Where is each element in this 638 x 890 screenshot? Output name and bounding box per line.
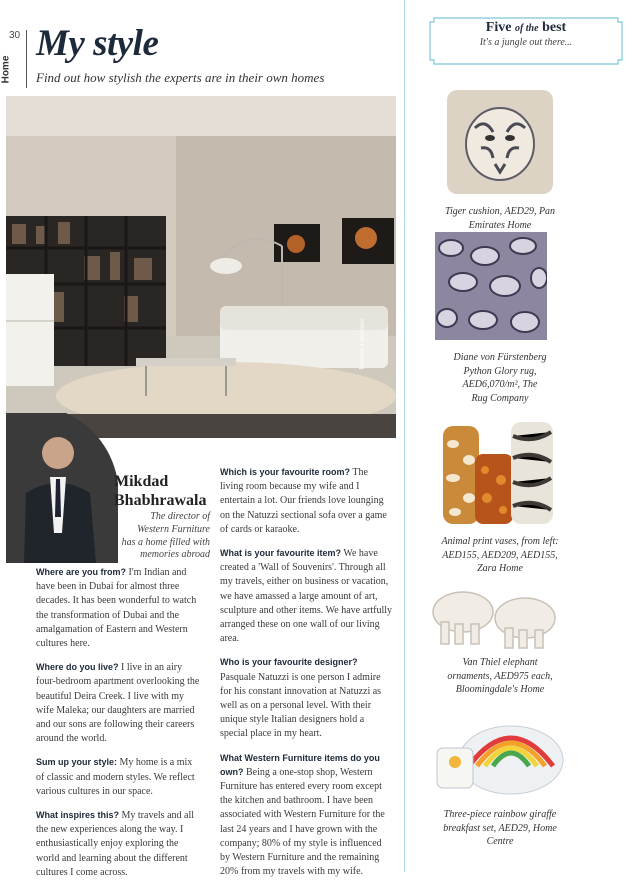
caption-tiger-cushion: Tiger cushion, AED29, Pan Emirates Home: [444, 206, 556, 231]
five-best-subtitle: It's a jungle out there...: [479, 37, 573, 48]
caption-python-rug: Diane von Fürstenberg Python Glory rug, AED6,070/m², The Rug Company: [453, 352, 547, 404]
profile-role: The director of Western Furniture has a home filled with memories abroad: [121, 511, 210, 561]
qa-item: What Western Furniture items do you own? Being a one-stop shop, Western Furniture has entered every room except the kitchen and bathroom. I have been associated with Western Furniture for the last 24 years and I have grown with the company; 80% of my style is influenced by Western Furniture and the remaining 20% from my travels with my wife.: [220, 752, 385, 878]
photo-credit: Western Furniture: [358, 318, 366, 370]
tiger-cushion-image: [445, 88, 555, 196]
qa-item: Sum up your style: My home is a mix of classic and modern styles. We reflect various cultures in our space.: [36, 757, 195, 797]
article-column-right: [220, 466, 392, 889]
qa-item: What is your favourite item? We have created a 'Wall of Souvenirs'. Through all my travels, either on business or vacation, we have amassed a large amount of art, sculpture and other items. We have artfully arranged these on one wall of our living area.: [220, 548, 393, 645]
header-divider: [26, 30, 27, 88]
caption-breakfast-set: Three-piece rainbow giraffe breakfast set, AED29, Home Centre: [443, 809, 557, 847]
profile-name: Mikdad Bhabhrawala: [114, 473, 207, 509]
five-best-title: Five of the best: [485, 20, 567, 35]
caption-animal-vases: Animal print vases, from left: AED155, AED209, AED155, Zara Home: [441, 536, 559, 574]
article-column-left: [36, 566, 200, 890]
animal-vases-image: [439, 420, 557, 528]
qa-item: Which is your favourite room? The living room because my wife and I entertain a lot. Our friends love lounging on the Natuzzi sectional sofa over a game of cards or karaoke.: [220, 467, 387, 535]
qa-item: Where do you live? I live in an airy four-bedroom apartment overlooking the beautiful Deira Creek. I live with my wife Maleka; our daughters are married and our sons are following their careers around the world.: [36, 662, 200, 745]
page-subtitle: Find out how stylish the experts are in their own homes: [36, 70, 325, 85]
five-best-sidebar: [404, 0, 638, 872]
page-number: 30: [9, 30, 21, 41]
caption-elephant-ornaments: Van Thiel elephant ornaments, AED975 each, Bloomingdale's Home: [447, 657, 553, 695]
qa-item: Who is your favourite designer? Pasquale Natuzzi is one person I admire for his constant innovation at Natuzzi as well as on a personal level. With their unique style Italian designers hold a special place in my heart.: [220, 657, 382, 740]
living-room-photo: [6, 96, 396, 438]
page-title: My style: [36, 23, 159, 64]
section-label: Home: [0, 55, 12, 84]
qa-item: Where are you from? I'm Indian and have been in Dubai for almost three decades. It has been wonderful to watch the transformation of Dubai and the amalgamation of Eastern and Western cultures here.: [36, 567, 197, 650]
elephant-ornaments-image: [427, 584, 561, 650]
breakfast-set-image: [431, 704, 565, 800]
five-best-header: [428, 16, 624, 66]
python-rug-image: [435, 232, 547, 340]
qa-item: What inspires this? My travels and all the new experiences along the way. I enthusiastically enjoy exploring the world and learning about the different cultures I come across.: [36, 810, 194, 878]
